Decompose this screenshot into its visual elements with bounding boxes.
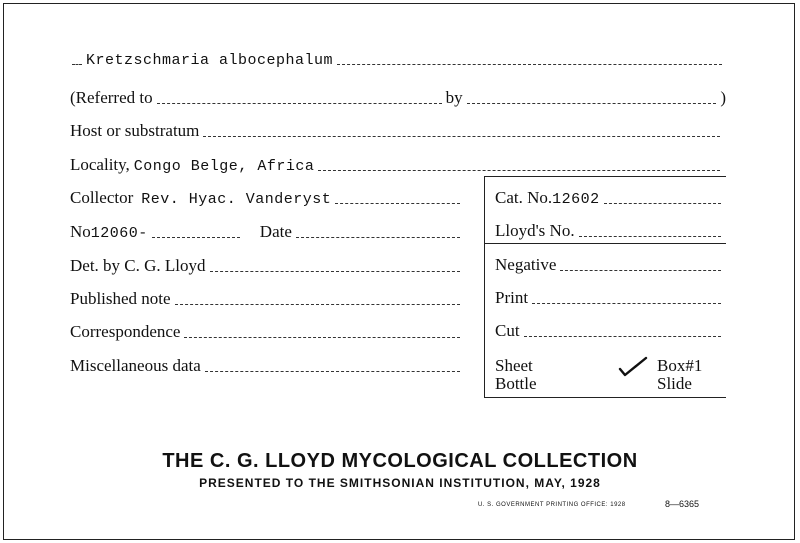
- correspondence-row: [70, 322, 464, 342]
- cut-line: [524, 336, 721, 337]
- sheet-label: Sheet: [495, 356, 533, 375]
- print-line: [532, 303, 721, 304]
- species-line: [337, 64, 722, 65]
- close-paren: ): [720, 88, 726, 107]
- by-line: [467, 103, 717, 104]
- negative-label: Negative: [495, 255, 557, 274]
- date-line: [296, 237, 460, 238]
- collector-value: Rev. Hyac. Vanderyst: [141, 191, 332, 208]
- det-row: [70, 256, 464, 276]
- cat-label: Cat. No.: [495, 188, 553, 207]
- misc-label: Miscellaneous data: [70, 356, 201, 375]
- box-row: [657, 356, 702, 376]
- negative-row: [495, 255, 725, 275]
- by-label: by: [445, 88, 463, 107]
- det-line: [210, 271, 460, 272]
- referred-to-line: [157, 103, 442, 104]
- no-value: 12060-: [90, 225, 148, 242]
- published-label: Published note: [70, 289, 171, 308]
- locality-line: [318, 170, 720, 171]
- right-box-left-border: [484, 176, 485, 398]
- form-number: 8—6365: [665, 499, 700, 509]
- host-line: [203, 136, 720, 137]
- host-label: Host or substratum: [70, 121, 200, 140]
- cat-value: 12602: [552, 191, 600, 208]
- det-label: Det. by C. G. Lloyd: [70, 256, 206, 275]
- collector-row: [70, 188, 464, 208]
- species-row: [72, 52, 726, 69]
- bottle-label: Bottle: [495, 374, 537, 393]
- printing-office-imprint: U. S. GOVERNMENT PRINTING OFFICE: 1928: [478, 502, 626, 508]
- sheet-label-wrap: [495, 356, 533, 376]
- cut-label: Cut: [495, 321, 520, 340]
- misc-row: [70, 356, 464, 376]
- species-name: Kretzschmaria albocephalum: [86, 52, 334, 69]
- collection-title: THE C. G. LLOYD MYCOLOGICAL COLLECTION: [162, 450, 638, 472]
- published-line: [175, 304, 460, 305]
- correspondence-line: [184, 337, 460, 338]
- print-label: Print: [495, 288, 529, 307]
- collection-subtitle: PRESENTED TO THE SMITHSONIAN INSTITUTION, MAY, 1928: [199, 476, 601, 490]
- bottle-label-wrap: [495, 374, 537, 394]
- host-row: [70, 121, 724, 141]
- cat-row: [495, 188, 725, 208]
- box-value: #1: [685, 356, 703, 375]
- lloyd-row: [495, 221, 725, 241]
- misc-line: [205, 371, 460, 372]
- collector-line: [335, 203, 460, 204]
- no-line: [152, 237, 240, 238]
- cat-line: [604, 203, 721, 204]
- published-row: [70, 289, 464, 309]
- locality-row: [70, 155, 724, 175]
- right-box-top-border: [484, 176, 726, 177]
- referred-row: [70, 88, 726, 108]
- right-box-divider: [484, 243, 726, 244]
- locality-value: Congo Belge, Africa: [133, 158, 315, 175]
- box-label: Box: [657, 356, 686, 375]
- lloyd-line: [579, 236, 721, 237]
- slide-label-wrap: [657, 374, 692, 394]
- check-mark-icon: [618, 355, 648, 379]
- cut-row: [495, 321, 725, 341]
- lloyd-label: Lloyd's No.: [495, 221, 575, 240]
- negative-line: [560, 270, 721, 271]
- locality-label: Locality,: [70, 155, 130, 174]
- correspondence-label: Correspondence: [70, 322, 181, 341]
- referred-to-label: (Referred to: [70, 88, 153, 107]
- right-box-bottom-border: [484, 397, 726, 398]
- species-leader: [72, 64, 82, 65]
- slide-label: Slide: [657, 374, 692, 393]
- print-row: [495, 288, 725, 308]
- number-date-row: [70, 222, 464, 242]
- date-label: Date: [259, 222, 292, 241]
- collector-label: Collector: [70, 188, 134, 207]
- no-label: No: [70, 222, 91, 241]
